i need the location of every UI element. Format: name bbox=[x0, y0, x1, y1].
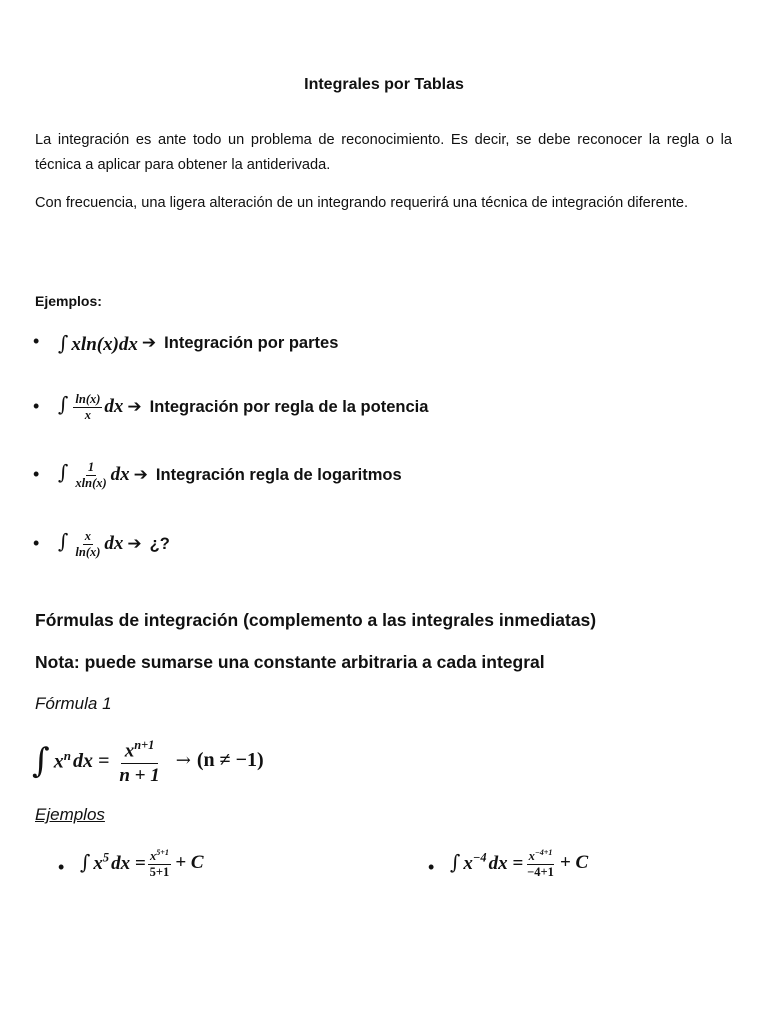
note-heading: Nota: puede sumarse una constante arbitraria a cada integral bbox=[35, 652, 545, 672]
differential: dx = bbox=[72, 750, 110, 773]
base: x bbox=[53, 750, 64, 773]
formula-example bbox=[80, 845, 204, 880]
bullet-icon: • bbox=[33, 331, 40, 351]
constant: + C bbox=[559, 851, 589, 873]
formula-fraction bbox=[115, 733, 163, 788]
example-description: ¿? bbox=[149, 534, 170, 553]
examples-heading: Ejemplos: bbox=[35, 293, 102, 309]
example-formula bbox=[80, 850, 146, 875]
formula-1 bbox=[32, 733, 264, 788]
numerator-exponent: −4+1 bbox=[534, 848, 553, 857]
exponent: 5 bbox=[102, 850, 110, 865]
denominator: n + 1 bbox=[119, 765, 160, 787]
bullet-icon: • bbox=[33, 396, 40, 416]
differential: dx = bbox=[111, 853, 146, 875]
arrow-icon: ➔ bbox=[141, 333, 157, 353]
constant: + C bbox=[175, 851, 204, 873]
example-row bbox=[58, 455, 402, 495]
denominator: xln(x) bbox=[75, 475, 107, 490]
fraction bbox=[73, 529, 102, 560]
arrow-icon: ➔ bbox=[133, 465, 148, 485]
bullet-icon: • bbox=[33, 464, 40, 484]
example-formula bbox=[58, 331, 138, 356]
page-title: Integrales por Tablas bbox=[304, 76, 464, 93]
exponent: −4 bbox=[472, 850, 487, 865]
integral-symbol: ∫ bbox=[58, 392, 69, 417]
formula-lhs bbox=[54, 748, 110, 774]
numerator: x bbox=[84, 528, 92, 543]
differential: dx bbox=[110, 463, 130, 485]
bullet-icon: • bbox=[428, 857, 435, 877]
example-row bbox=[58, 323, 338, 363]
example-description: Integración por partes bbox=[164, 333, 339, 352]
integral-symbol: ∫ bbox=[58, 330, 69, 355]
arrow-icon: ➔ bbox=[127, 534, 142, 554]
numerator bbox=[121, 733, 159, 764]
examples-subheading: Ejemplos bbox=[35, 805, 105, 824]
second-paragraph: Con frecuencia, una ligera alteración de un integrando requerirá una técnica de integración diferente. bbox=[35, 195, 689, 211]
numerator bbox=[527, 845, 555, 865]
integral-symbol: ∫ bbox=[58, 460, 69, 485]
formula-example bbox=[450, 845, 588, 880]
integral-symbol: ∫ bbox=[58, 529, 69, 554]
differential: dx bbox=[104, 395, 124, 417]
example-description: Integración regla de logaritmos bbox=[155, 465, 402, 484]
differential: dx = bbox=[488, 853, 524, 875]
intro-paragraph: La integración es ante todo un problema de reconocimiento. Es decir, se debe reconocer la regla o la técnica a aplicar para obtener la antiderivada. bbox=[35, 132, 732, 173]
fraction bbox=[73, 460, 108, 491]
integral-symbol: ∫ bbox=[80, 850, 91, 875]
fraction bbox=[525, 845, 556, 880]
arrow-icon: ➔ bbox=[127, 397, 142, 417]
example-formula bbox=[58, 392, 123, 423]
numerator-exponent: n+1 bbox=[134, 738, 155, 752]
bullet-icon: • bbox=[58, 857, 65, 877]
differential: dx bbox=[104, 532, 124, 554]
formula-label: Fórmula 1 bbox=[35, 694, 112, 713]
base: x bbox=[463, 853, 473, 875]
denominator: ln(x) bbox=[75, 544, 101, 559]
section-heading: Fórmulas de integración (complemento a las integrales inmediatas) bbox=[35, 610, 597, 630]
bullet-icon: • bbox=[33, 533, 40, 553]
integral-symbol: ∫ bbox=[450, 850, 461, 875]
example-formula bbox=[450, 850, 523, 875]
denominator: −4+1 bbox=[527, 865, 554, 880]
numerator bbox=[148, 845, 171, 865]
numerator-exponent: 5+1 bbox=[156, 848, 169, 857]
numerator: ln(x) bbox=[75, 391, 101, 406]
right-arrow-icon: → bbox=[175, 750, 191, 772]
denominator: 5+1 bbox=[149, 865, 170, 880]
example-row bbox=[58, 524, 170, 564]
denominator: x bbox=[84, 407, 92, 422]
condition: (n ≠ −1) bbox=[196, 749, 264, 772]
numerator-base: x bbox=[149, 849, 157, 864]
fraction bbox=[148, 845, 172, 880]
example-row bbox=[58, 387, 428, 427]
fraction bbox=[73, 392, 102, 423]
integrand: xln(x)dx bbox=[71, 333, 138, 355]
base: x bbox=[93, 853, 103, 875]
exponent: n bbox=[63, 747, 71, 763]
example-formula bbox=[58, 529, 123, 560]
numerator-base: x bbox=[124, 740, 135, 762]
integral-symbol: ∫ bbox=[32, 740, 50, 781]
numerator-base: x bbox=[528, 849, 535, 864]
example-description: Integración por regla de la potencia bbox=[149, 397, 429, 416]
example-formula bbox=[58, 460, 130, 491]
numerator: 1 bbox=[87, 459, 95, 474]
